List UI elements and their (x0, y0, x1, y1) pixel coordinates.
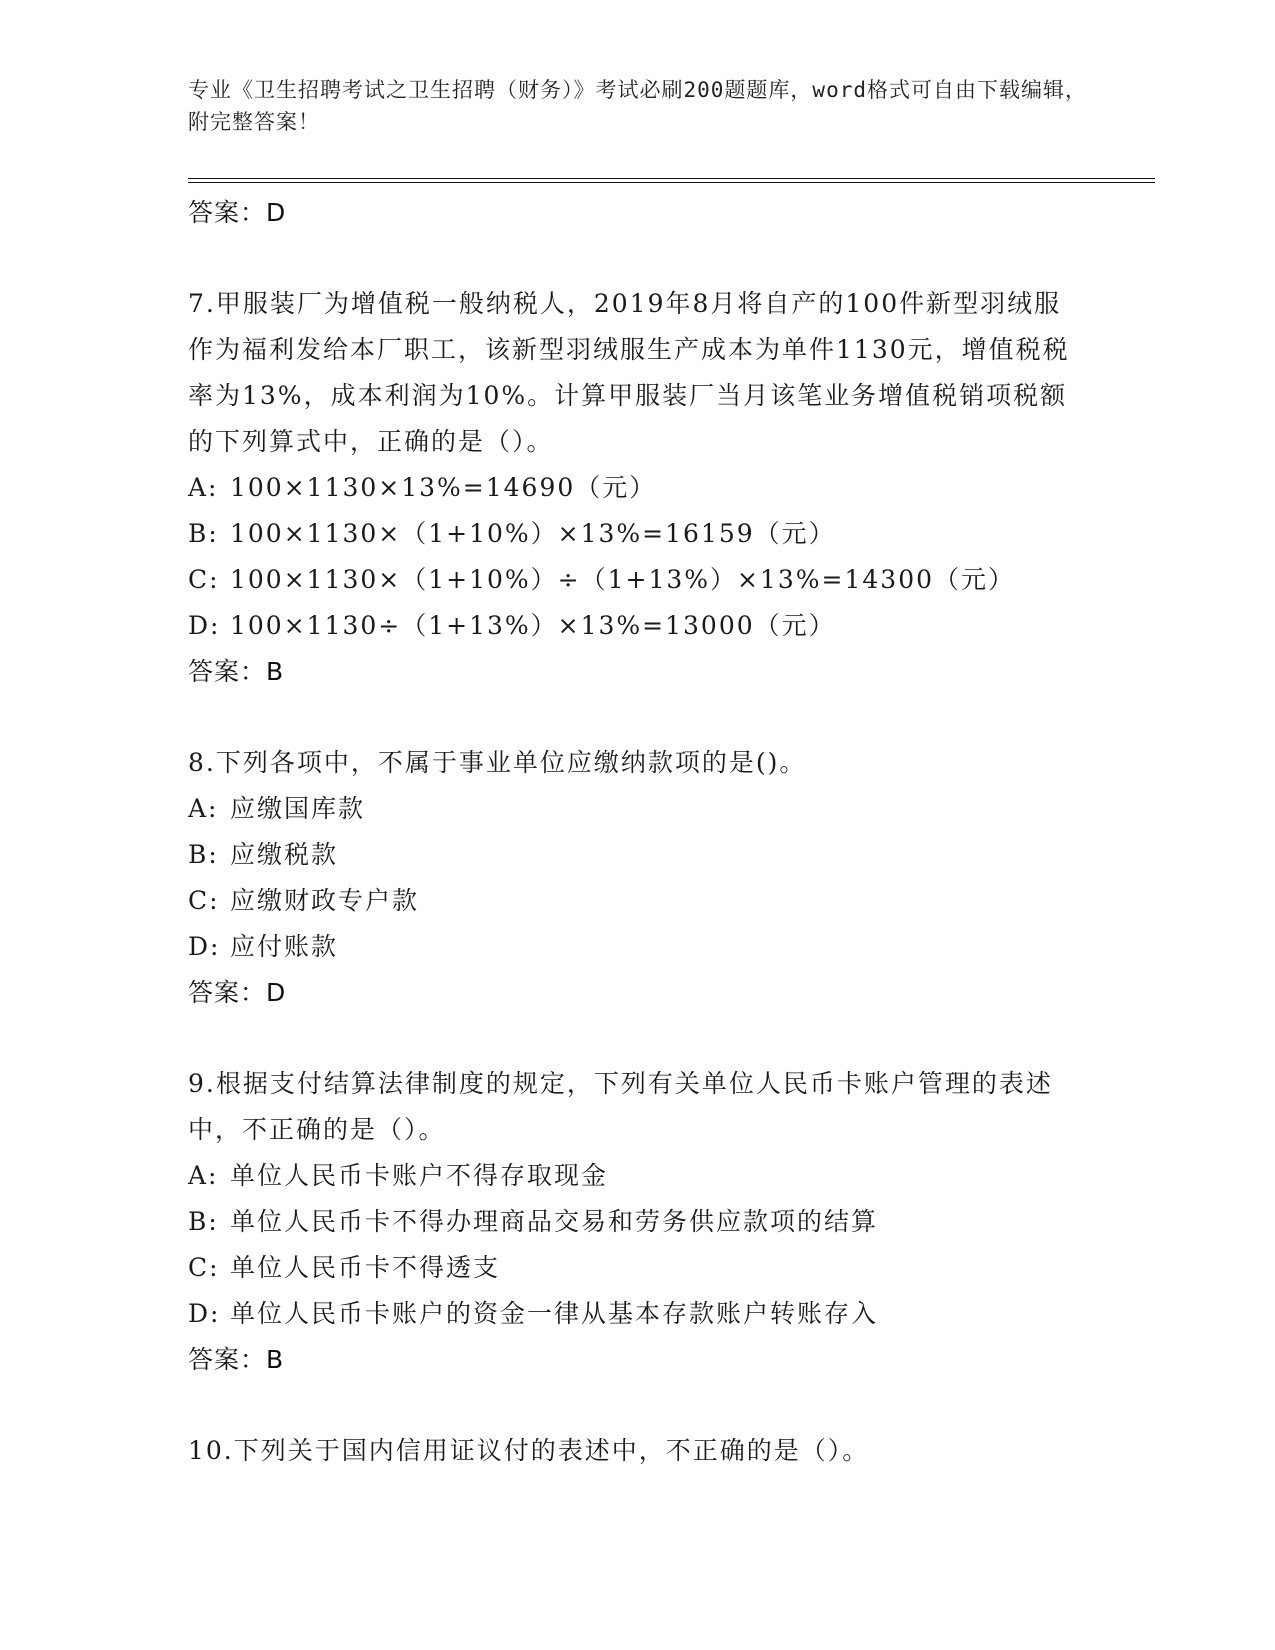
option-key: D: (188, 1299, 221, 1328)
option-text: 100×1130×（1+10%）×13%=16159（元） (230, 519, 836, 548)
option-text: 单位人民币卡不得办理商品交易和劳务供应款项的结算 (230, 1207, 879, 1236)
option-c (188, 557, 1088, 603)
option-d (188, 1291, 1088, 1337)
option-key: A: (188, 473, 219, 502)
option-key: B: (188, 840, 219, 869)
option-d (188, 924, 1088, 970)
option-key: D: (188, 611, 221, 640)
option-key: B: (188, 1207, 219, 1236)
question-stem: 8.下列各项中，不属于事业单位应缴纳款项的是()。 (188, 748, 807, 777)
option-text: 单位人民币卡不得透支 (230, 1253, 501, 1282)
option-text: 应缴税款 (230, 840, 339, 869)
answer-line: 答案：D (188, 978, 287, 1007)
option-text: 应缴国库款 (230, 794, 366, 823)
option-b (188, 832, 1088, 878)
question-block (188, 740, 1088, 1016)
answer-line: 答案：B (188, 657, 285, 686)
option-key: C: (188, 886, 220, 915)
answer-line: 答案：B (188, 1345, 285, 1374)
option-b (188, 511, 1088, 557)
option-c (188, 878, 1088, 924)
option-a (188, 1153, 1088, 1199)
answer-line: 答案：D (188, 198, 287, 227)
option-key: C: (188, 1253, 220, 1282)
option-text: 100×1130×13%=14690（元） (230, 473, 657, 502)
question-stem: 7.甲服装厂为增值税一般纳税人，2019年8月将自产的100件新型羽绒服作为福利发给本厂职工，该新型羽绒服生产成本为单件1130元，增值税税率为13%，成本利润为10%。计算甲服装厂当月该笔业务增值税销项税额的下列算式中，正确的是（）。 (188, 289, 1070, 456)
question-stem: 9.根据支付结算法律制度的规定，下列有关单位人民币卡账户管理的表述中，不正确的是（）。 (188, 1069, 1053, 1144)
option-b (188, 1199, 1088, 1245)
page-header: 专业《卫生招聘考试之卫生招聘（财务）》考试必刷200题题库，word格式可自由下载编辑，附完整答案！ (188, 78, 1087, 134)
option-text: 应付账款 (230, 932, 339, 961)
option-a (188, 786, 1088, 832)
question-block (188, 1428, 1088, 1474)
option-c (188, 1245, 1088, 1291)
option-key: B: (188, 519, 219, 548)
question-list (188, 190, 1088, 1474)
question-block (188, 281, 1088, 695)
option-text: 100×1130÷（1+13%）×13%=13000（元） (230, 611, 836, 640)
option-key: C: (188, 565, 220, 594)
option-key: A: (188, 794, 219, 823)
option-key: D: (188, 932, 221, 961)
question-block (188, 1061, 1088, 1383)
header-divider (188, 178, 1155, 183)
option-a (188, 465, 1088, 511)
option-key: A: (188, 1161, 219, 1190)
option-d (188, 603, 1088, 649)
question-stem: 10.下列关于国内信用证议付的表述中，不正确的是（）。 (188, 1436, 870, 1465)
option-text: 单位人民币卡账户的资金一律从基本存款账户转账存入 (230, 1299, 879, 1328)
option-text: 100×1130×（1+10%）÷（1+13%）×13%=14300（元） (230, 565, 1016, 594)
option-text: 应缴财政专户款 (230, 886, 420, 915)
option-text: 单位人民币卡账户不得存取现金 (230, 1161, 609, 1190)
